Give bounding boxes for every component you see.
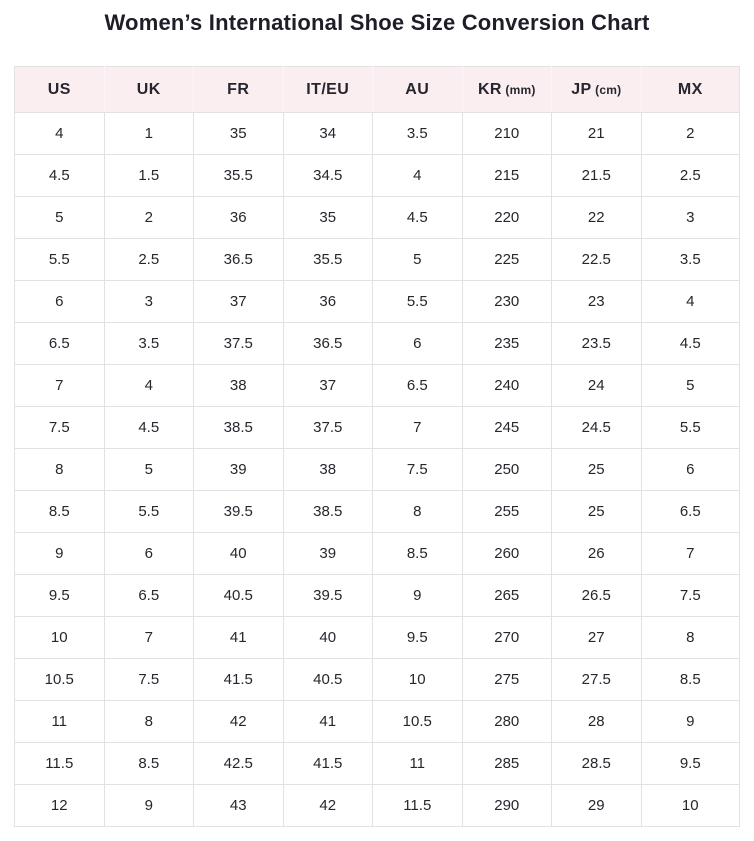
table-cell: 290 — [462, 785, 552, 827]
header-label: IT/EU — [306, 80, 350, 98]
table-cell: 39 — [194, 449, 284, 491]
table-cell: 8 — [641, 617, 740, 659]
table-row — [15, 575, 740, 617]
table-cell: 3.5 — [373, 113, 463, 155]
header-row — [15, 67, 740, 113]
table-cell: 10 — [373, 659, 463, 701]
table-cell: 37.5 — [283, 407, 373, 449]
table-cell: 4.5 — [104, 407, 194, 449]
table-cell: 8.5 — [15, 491, 105, 533]
table-row — [15, 785, 740, 827]
table-cell: 9.5 — [15, 575, 105, 617]
table-cell: 8.5 — [373, 533, 463, 575]
table-row — [15, 449, 740, 491]
page-title: Women’s International Shoe Size Conversion Chart — [104, 10, 650, 35]
table-cell: 24.5 — [552, 407, 642, 449]
table-cell: 12 — [15, 785, 105, 827]
table-cell: 25 — [552, 449, 642, 491]
table-cell: 42 — [283, 785, 373, 827]
table-cell: 220 — [462, 197, 552, 239]
table-cell: 11.5 — [15, 743, 105, 785]
table-cell: 1.5 — [104, 155, 194, 197]
table-cell: 25 — [552, 491, 642, 533]
table-cell: 7 — [373, 407, 463, 449]
table-cell: 4 — [104, 365, 194, 407]
table-cell: 29 — [552, 785, 642, 827]
table-cell: 4 — [373, 155, 463, 197]
table-cell: 42 — [194, 701, 284, 743]
table-cell: 9 — [15, 533, 105, 575]
header-cell-fr — [194, 67, 284, 113]
table-cell: 5 — [373, 239, 463, 281]
table-cell: 6 — [15, 281, 105, 323]
table-row — [15, 197, 740, 239]
table-cell: 22.5 — [552, 239, 642, 281]
table-cell: 240 — [462, 365, 552, 407]
table-cell: 3.5 — [641, 239, 740, 281]
table-cell: 285 — [462, 743, 552, 785]
table-row — [15, 617, 740, 659]
table-cell: 250 — [462, 449, 552, 491]
table-cell: 255 — [462, 491, 552, 533]
header-cell-kr — [462, 67, 552, 113]
table-cell: 28.5 — [552, 743, 642, 785]
header-label: UK — [136, 80, 161, 98]
table-cell: 7 — [641, 533, 740, 575]
table-row — [15, 491, 740, 533]
header-label: AU — [405, 80, 430, 98]
table-cell: 7.5 — [104, 659, 194, 701]
table-cell: 35 — [194, 113, 284, 155]
table-row — [15, 323, 740, 365]
table-row — [15, 659, 740, 701]
table-cell: 37.5 — [194, 323, 284, 365]
table-cell: 2 — [641, 113, 740, 155]
table-cell: 41.5 — [283, 743, 373, 785]
table-cell: 6.5 — [104, 575, 194, 617]
table-row — [15, 533, 740, 575]
table-cell: 37 — [283, 365, 373, 407]
table-cell: 27 — [552, 617, 642, 659]
table-cell: 36 — [283, 281, 373, 323]
table-cell: 4.5 — [373, 197, 463, 239]
table-cell: 39 — [283, 533, 373, 575]
table-cell: 5 — [641, 365, 740, 407]
table-cell: 275 — [462, 659, 552, 701]
table-cell: 245 — [462, 407, 552, 449]
table-cell: 26 — [552, 533, 642, 575]
table-cell: 210 — [462, 113, 552, 155]
header-unit: (mm) — [501, 82, 536, 97]
table-cell: 7.5 — [641, 575, 740, 617]
table-cell: 3 — [104, 281, 194, 323]
table-cell: 7.5 — [15, 407, 105, 449]
table-cell: 26.5 — [552, 575, 642, 617]
table-cell: 5.5 — [104, 491, 194, 533]
table-cell: 38.5 — [283, 491, 373, 533]
table-cell: 9.5 — [373, 617, 463, 659]
table-cell: 36 — [194, 197, 284, 239]
table-cell: 36.5 — [283, 323, 373, 365]
table-cell: 37 — [194, 281, 284, 323]
table-cell: 4 — [641, 281, 740, 323]
table-row — [15, 407, 740, 449]
header-cell-it-eu — [283, 67, 373, 113]
table-cell: 1 — [104, 113, 194, 155]
table-cell: 8 — [104, 701, 194, 743]
table-cell: 35.5 — [194, 155, 284, 197]
table-cell: 7 — [15, 365, 105, 407]
header-cell-us — [15, 67, 105, 113]
table-cell: 6.5 — [15, 323, 105, 365]
table-cell: 10.5 — [15, 659, 105, 701]
table-cell: 10 — [15, 617, 105, 659]
table-cell: 6 — [104, 533, 194, 575]
header-cell-uk — [104, 67, 194, 113]
table-cell: 23 — [552, 281, 642, 323]
table-cell: 23.5 — [552, 323, 642, 365]
table-cell: 280 — [462, 701, 552, 743]
table-cell: 41.5 — [194, 659, 284, 701]
table-cell: 6 — [373, 323, 463, 365]
table-cell: 38.5 — [194, 407, 284, 449]
table-cell: 22 — [552, 197, 642, 239]
header-label: KR — [477, 80, 502, 98]
table-cell: 6.5 — [373, 365, 463, 407]
table-row — [15, 155, 740, 197]
table-cell: 8.5 — [104, 743, 194, 785]
table-cell: 6.5 — [641, 491, 740, 533]
table-cell: 4 — [15, 113, 105, 155]
table-cell: 260 — [462, 533, 552, 575]
table-cell: 2.5 — [104, 239, 194, 281]
table-row — [15, 281, 740, 323]
header-cell-mx — [641, 67, 740, 113]
table-cell: 28 — [552, 701, 642, 743]
table-cell: 3.5 — [104, 323, 194, 365]
table-cell: 40.5 — [283, 659, 373, 701]
header-label: MX — [677, 80, 703, 98]
header-label: US — [47, 80, 71, 98]
table-cell: 7.5 — [373, 449, 463, 491]
table-cell: 34.5 — [283, 155, 373, 197]
table-row — [15, 743, 740, 785]
table-cell: 8 — [373, 491, 463, 533]
table-cell: 34 — [283, 113, 373, 155]
table-body — [15, 113, 740, 827]
table-cell: 4.5 — [641, 323, 740, 365]
table-cell: 5 — [15, 197, 105, 239]
table-cell: 11 — [373, 743, 463, 785]
table-cell: 4.5 — [15, 155, 105, 197]
table-cell: 7 — [104, 617, 194, 659]
table-cell: 40 — [283, 617, 373, 659]
table-cell: 225 — [462, 239, 552, 281]
table-cell: 27.5 — [552, 659, 642, 701]
table-row — [15, 113, 740, 155]
table-cell: 6 — [641, 449, 740, 491]
header-unit: (cm) — [591, 82, 622, 97]
table-cell: 21.5 — [552, 155, 642, 197]
table-cell: 41 — [283, 701, 373, 743]
table-cell: 8.5 — [641, 659, 740, 701]
table-header — [15, 67, 740, 113]
table-cell: 39.5 — [194, 491, 284, 533]
table-row — [15, 365, 740, 407]
table-cell: 38 — [194, 365, 284, 407]
table-cell: 2 — [104, 197, 194, 239]
table-row — [15, 701, 740, 743]
table-cell: 215 — [462, 155, 552, 197]
table-cell: 5.5 — [641, 407, 740, 449]
table-cell: 2.5 — [641, 155, 740, 197]
table-cell: 5 — [104, 449, 194, 491]
table-cell: 5.5 — [373, 281, 463, 323]
table-cell: 41 — [194, 617, 284, 659]
header-label: FR — [227, 80, 250, 98]
table-cell: 270 — [462, 617, 552, 659]
table-cell: 5.5 — [15, 239, 105, 281]
table-cell: 24 — [552, 365, 642, 407]
table-cell: 9 — [641, 701, 740, 743]
header-cell-jp — [552, 67, 642, 113]
table-cell: 39.5 — [283, 575, 373, 617]
table-cell: 265 — [462, 575, 552, 617]
table-cell: 9.5 — [641, 743, 740, 785]
table-cell: 11 — [15, 701, 105, 743]
table-cell: 35 — [283, 197, 373, 239]
table-cell: 10 — [641, 785, 740, 827]
table-cell: 230 — [462, 281, 552, 323]
table-cell: 9 — [104, 785, 194, 827]
table-cell: 40.5 — [194, 575, 284, 617]
table-cell: 35.5 — [283, 239, 373, 281]
table-cell: 36.5 — [194, 239, 284, 281]
table-cell: 9 — [373, 575, 463, 617]
table-cell: 235 — [462, 323, 552, 365]
table-cell: 3 — [641, 197, 740, 239]
table-cell: 8 — [15, 449, 105, 491]
table-container — [14, 66, 740, 827]
table-cell: 11.5 — [373, 785, 463, 827]
table-cell: 42.5 — [194, 743, 284, 785]
table-cell: 21 — [552, 113, 642, 155]
header-label: JP — [571, 80, 592, 98]
table-row — [15, 239, 740, 281]
header-cell-au — [373, 67, 463, 113]
table-cell: 38 — [283, 449, 373, 491]
table-cell: 40 — [194, 533, 284, 575]
table-cell: 10.5 — [373, 701, 463, 743]
table-cell: 43 — [194, 785, 284, 827]
conversion-table — [14, 66, 740, 827]
